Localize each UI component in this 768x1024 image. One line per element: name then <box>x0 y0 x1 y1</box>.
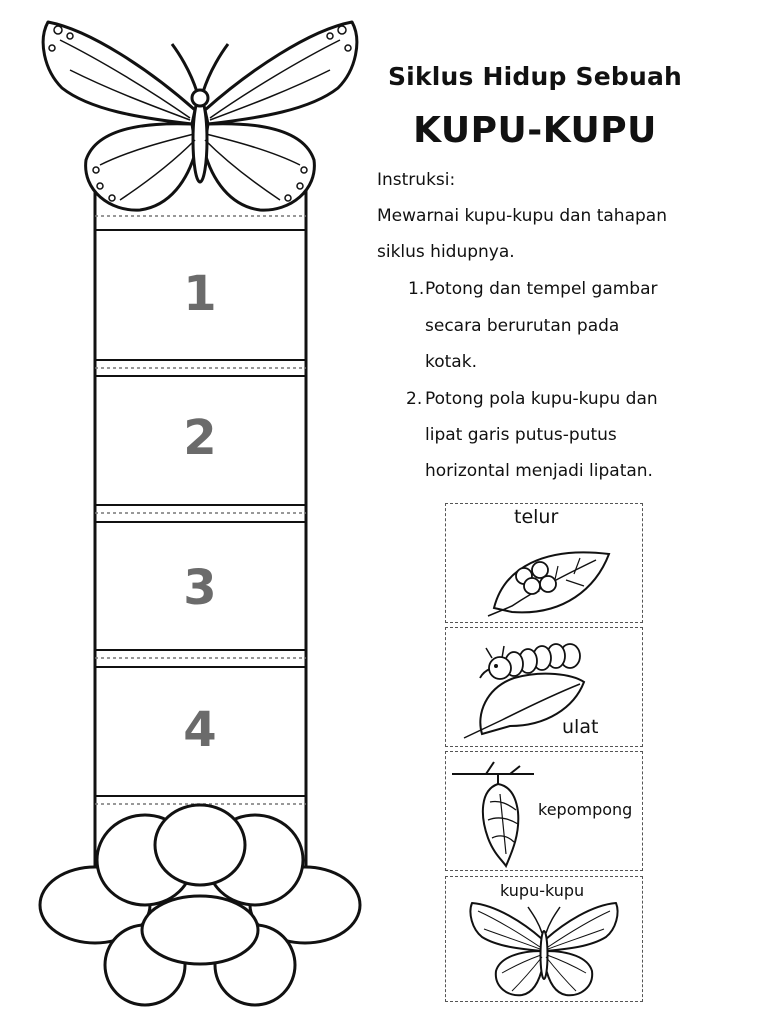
card-telur-label: telur <box>514 506 559 528</box>
leaf-with-eggs-icon <box>484 538 614 620</box>
card-ulat[interactable] <box>445 627 643 747</box>
step-1-line-3: kotak. <box>425 352 477 372</box>
card-ulat-label: ulat <box>562 716 599 738</box>
step-1-marker: 1. <box>408 279 425 299</box>
card-kepompong-label: kepompong <box>538 800 633 819</box>
step-1-line-2: secara berurutan pada <box>425 316 620 336</box>
card-kepompong[interactable] <box>445 751 643 871</box>
instructions-intro-line-1: Mewarnai kupu-kupu dan tahapan <box>377 206 667 226</box>
box-number-3: 3 <box>183 560 217 616</box>
step-1-line-1: Potong dan tempel gambar <box>425 279 658 299</box>
instructions-intro-line-2: siklus hidupnya. <box>377 242 515 262</box>
title-line-1: Siklus Hidup Sebuah <box>387 62 683 91</box>
box-number-1: 1 <box>183 266 217 322</box>
step-2-line-1: Potong pola kupu-kupu dan <box>425 389 658 409</box>
card-kupu-kupu-label: kupu-kupu <box>500 881 585 900</box>
card-telur[interactable] <box>445 503 643 623</box>
chrysalis-icon <box>450 754 540 870</box>
card-kupu-kupu[interactable] <box>445 876 643 1002</box>
instructions-heading: Instruksi: <box>377 170 456 190</box>
flower-base-icon <box>40 805 360 1005</box>
box-number-4: 4 <box>183 702 217 758</box>
box-number-2: 2 <box>183 410 217 466</box>
top-butterfly-icon <box>43 22 357 210</box>
step-2-line-2: lipat garis putus-putus <box>425 425 617 445</box>
title-line-2: KUPU-KUPU <box>413 110 657 151</box>
step-2-marker: 2. <box>406 389 423 409</box>
step-2-line-3: horizontal menjadi lipatan. <box>425 461 653 481</box>
butterfly-icon <box>466 899 622 999</box>
